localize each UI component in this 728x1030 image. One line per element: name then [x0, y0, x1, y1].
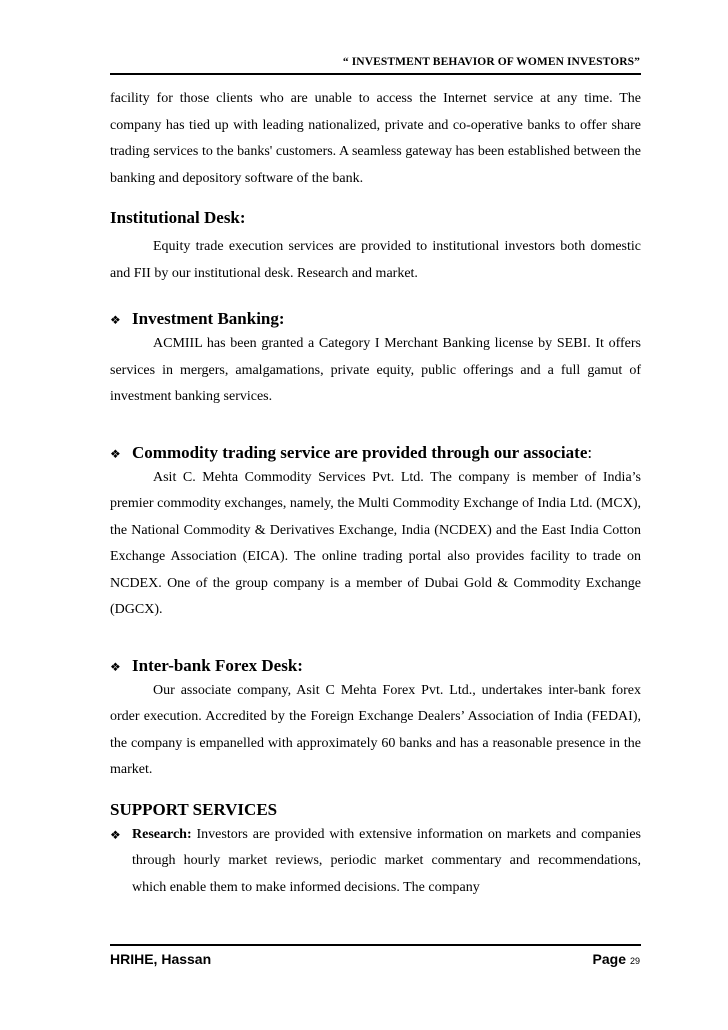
diamond-bullet-icon: ❖: [110, 446, 121, 461]
forex-paragraph: Our associate company, Asit C Mehta Forex Pvt. Ltd., undertakes inter-bank forex order execution. Accredited by the Foreign Exchange Dealers’ Association of India (FEDAI), the company is empanelled with approximately 60 banks and has a reasonable presence in the market.: [110, 682, 641, 777]
investment-banking-heading: Investment Banking:: [132, 309, 285, 328]
footer-institution: HRIHE, Hassan: [110, 951, 212, 967]
investment-banking-paragraph: ACMIIL has been granted a Category I Merchant Banking license by SEBI. It offers services in mergers, amalgamations, private equity, public offerings and a full gamut of investment banking services.: [110, 336, 641, 404]
page-number: 29: [629, 956, 640, 966]
footer-page: [593, 951, 640, 967]
commodity-heading-row: [110, 441, 641, 465]
forex-heading: Inter-bank Forex Desk:: [132, 655, 303, 675]
page-body: [110, 86, 641, 901]
header-rule: [110, 73, 641, 75]
diamond-bullet-icon: ❖: [110, 659, 121, 674]
research-text: Investors are provided with extensive information on markets and companies through hourly market reviews, periodic market commentary and recommendations, which enable them to make informed decisions. The company: [132, 826, 641, 895]
intro-paragraph: facility for those clients who are unable to access the Internet service at any time. The company has tied up with leading nationalized, private and co-operative banks to offer share trading services to the banks' customers. A seamless gateway has been established between the banking and depository software of the bank.: [110, 91, 641, 186]
commodity-heading-colon: :: [587, 442, 593, 462]
forex-heading-row: [110, 654, 641, 678]
running-header: “ INVESTMENT BEHAVIOR OF WOMEN INVESTORS”: [342, 56, 640, 68]
investment-banking-heading-row: [110, 307, 641, 331]
page-label: Page: [592, 951, 626, 967]
footer-rule: [110, 944, 641, 946]
diamond-bullet-icon: ❖: [110, 313, 121, 327]
commodity-paragraph: Asit C. Mehta Commodity Services Pvt. Ltd. The company is member of India’s premier commodity exchanges, namely, the Multi Commodity Exchange of India Ltd. (MCX), the National Commodity & Derivatives Exchange, India (NCDEX) and the East India Cotton Exchange Association (EICA). The online trading portal also provides facility to trade on NCDEX. One of the group company is a member of Dubai Gold & Commodity Exchange (DGCX).: [110, 469, 641, 617]
commodity-heading: Commodity trading service are provided through our associate: [132, 442, 588, 462]
diamond-bullet-icon: ❖: [110, 827, 121, 842]
research-bullet: [110, 822, 641, 902]
support-services-heading: SUPPORT SERVICES: [110, 799, 278, 819]
institutional-desk-paragraph: Equity trade execution services are provided to institutional investors both domestic and FII by our institutional desk. Research and market.: [110, 239, 641, 281]
research-label: Research:: [132, 826, 192, 842]
institutional-desk-heading: Institutional Desk:: [110, 208, 246, 227]
